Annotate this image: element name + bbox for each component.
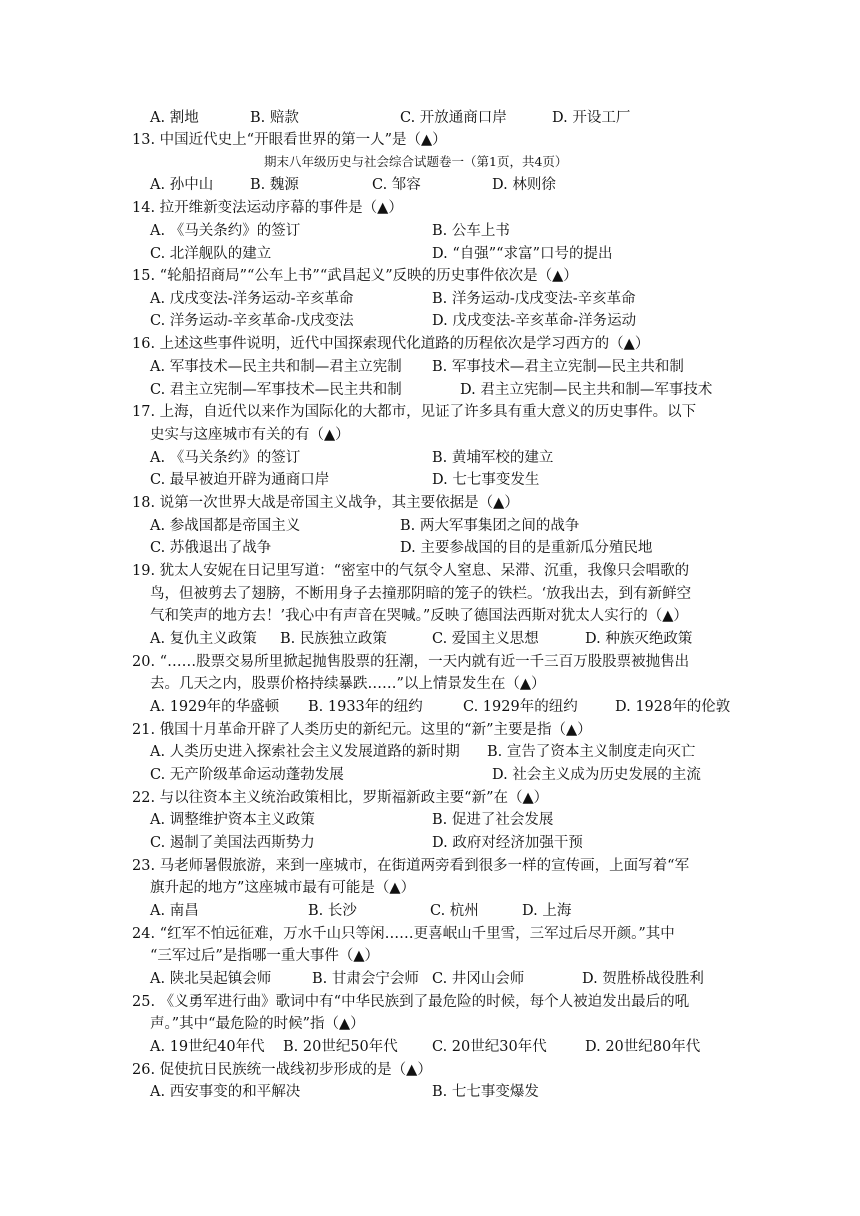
answer-option: B. 20世纪50年代 xyxy=(283,1039,398,1055)
question-text: 声。”其中“最危险的时候”指（▲） xyxy=(150,1016,365,1032)
answer-option: A. 19世纪40年代 xyxy=(150,1039,265,1055)
answer-option: D. 1928年的伦敦 xyxy=(615,699,731,715)
question-text: 22. 与以往资本主义统治政策相比，罗斯福新政主要“新”在（▲） xyxy=(132,790,549,806)
answer-option: C. 20世纪30年代 xyxy=(432,1039,547,1055)
answer-option: C. 无产阶级革命运动蓬勃发展 xyxy=(150,767,344,783)
answer-option: A. 《马关条约》的签订 xyxy=(150,223,301,239)
answer-option: D. 戊戌变法-辛亥革命-洋务运动 xyxy=(432,313,637,329)
answer-option: D. 种族灭绝政策 xyxy=(585,631,693,647)
question-text: 14. 拉开维新变法运动序幕的事件是（▲） xyxy=(132,200,403,216)
answer-option: A. 参战国都是帝国主义 xyxy=(150,518,301,534)
answer-option: C. 最早被迫开辟为通商口岸 xyxy=(150,472,330,488)
answer-option: C. 杭州 xyxy=(430,903,479,919)
question-text: 23. 马老师暑假旅游，来到一座城市，在街道两旁看到很多一样的宣传画，上面写着“军 xyxy=(132,858,690,874)
answer-option: B. 1933年的纽约 xyxy=(308,699,423,715)
question-text: 气和笑声的地方去！’我心中有声音在哭喊。”反映了德国法西斯对犹太人实行的（▲） xyxy=(150,608,688,624)
answer-option: D. 君主立宪制—民主共和制—军事技术 xyxy=(460,382,713,398)
answer-option: A. 调整维护资本主义政策 xyxy=(150,812,315,828)
answer-option: A. 孙中山 xyxy=(150,177,214,193)
answer-option: C. 君主立宪制—军事技术—民主共和制 xyxy=(150,382,402,398)
question-text: 13. 中国近代史上“开眼看世界的第一人”是（▲） xyxy=(132,132,447,148)
answer-option: C. 北洋舰队的建立 xyxy=(150,246,272,262)
answer-option: A. 戊戌变法-洋务运动-辛亥革命 xyxy=(150,291,354,307)
answer-option: A. 南昌 xyxy=(150,903,199,919)
answer-option: A. 复仇主义政策 xyxy=(150,631,257,647)
answer-option: B. 宣告了资本主义制度走向灭亡 xyxy=(487,744,696,760)
answer-option: D. 贺胜桥战役胜利 xyxy=(582,971,704,987)
answer-option: B. 七七事变爆发 xyxy=(432,1084,539,1100)
question-text: 19. 犹太人安妮在日记里写道：“密室中的气氛令人窒息、呆滞、沉重，我像只会唱歌的 xyxy=(132,563,690,579)
answer-option: C. 爱国主义思想 xyxy=(432,631,539,647)
answer-option: B. 两大军事集团之间的战争 xyxy=(400,518,580,534)
answer-option: C. 井冈山会师 xyxy=(432,971,525,987)
answer-option: D. 上海 xyxy=(522,903,572,919)
question-text: “三军过后”是指哪一重大事件（▲） xyxy=(150,948,379,964)
answer-option: B. 赔款 xyxy=(250,110,299,126)
answer-option: A. 《马关条约》的签订 xyxy=(150,450,301,466)
question-text: 21. 俄国十月革命开辟了人类历史的新纪元。这里的“新”主要是指（▲） xyxy=(132,722,592,738)
question-text: 24. “红军不怕远征难，万水千山只等闲……更喜岷山千里雪，三军过后尽开颜。”其中 xyxy=(132,926,675,942)
answer-option: D. 七七事变发生 xyxy=(432,472,540,488)
answer-option: D. 政府对经济加强干预 xyxy=(432,835,583,851)
answer-option: C. 苏俄退出了战争 xyxy=(150,540,272,556)
answer-option: B. 民族独立政策 xyxy=(280,631,387,647)
answer-option: C. 邹容 xyxy=(372,177,421,193)
answer-option: A. 人类历史进入探索社会主义发展道路的新时期 xyxy=(150,744,460,760)
answer-option: B. 黄埔军校的建立 xyxy=(432,450,554,466)
answer-option: B. 军事技术—君主立宪制—民主共和制 xyxy=(432,359,684,375)
question-text: 16. 上述这些事件说明，近代中国探索现代化道路的历程依次是学习西方的（▲） xyxy=(132,336,650,352)
question-text: 20. “……股票交易所里掀起抛售股票的狂潮，一天内就有近一千三百万股股票被抛售出 xyxy=(132,654,690,670)
question-text: 15. “轮船招商局”“公车上书”“武昌起义”反映的历史事件依次是（▲） xyxy=(132,268,578,284)
answer-option: A. 西安事变的和平解决 xyxy=(150,1084,301,1100)
answer-option: A. 1929年的华盛顿 xyxy=(150,699,280,715)
answer-option: D. “自强”“求富”口号的提出 xyxy=(432,246,613,262)
answer-option: C. 洋务运动-辛亥革命-戊戌变法 xyxy=(150,313,354,329)
answer-option: A. 割地 xyxy=(150,110,199,126)
question-text: 史实与这座城市有关的有（▲） xyxy=(150,427,350,443)
question-text: 18. 说第一次世界大战是帝国主义战争，其主要依据是（▲） xyxy=(132,495,519,511)
question-text: 旗升起的地方”这座城市最有可能是（▲） xyxy=(150,880,416,896)
answer-option: B. 魏源 xyxy=(250,177,299,193)
question-text: 鸟，但被剪去了翅膀，不断用身子去撞那阴暗的笼子的铁栏。‘放我出去，到有新鲜空 xyxy=(150,586,692,602)
answer-option: B. 促进了社会发展 xyxy=(432,812,554,828)
answer-option: A. 军事技术—民主共和制—君主立宪制 xyxy=(150,359,402,375)
answer-option: B. 甘肃会宁会师 xyxy=(312,971,419,987)
answer-option: B. 洋务运动-戊戌变法-辛亥革命 xyxy=(432,291,636,307)
question-text: 26. 促使抗日民族统一战线初步形成的是（▲） xyxy=(132,1062,432,1078)
question-text: 17. 上海，自近代以来作为国际化的大都市，见证了许多具有重大意义的历史事件。以下 xyxy=(132,404,697,420)
answer-option: B. 长沙 xyxy=(308,903,357,919)
answer-option: D. 主要参战国的目的是重新瓜分殖民地 xyxy=(400,540,653,556)
answer-option: C. 1929年的纽约 xyxy=(463,699,578,715)
question-text: 25. 《义勇军进行曲》歌词中有“中华民族到了最危险的时候，每个人被迫发出最后的吼 xyxy=(132,994,690,1010)
answer-option: B. 公车上书 xyxy=(432,223,510,239)
answer-option: C. 开放通商口岸 xyxy=(400,110,507,126)
question-text: 去。几天之内，股票价格持续暴跌……”以上情景发生在（▲） xyxy=(150,676,546,692)
answer-option: A. 陕北吴起镇会师 xyxy=(150,971,272,987)
page-header: 期末八年级历史与社会综合试题卷一（第1页，共4页） xyxy=(264,154,568,169)
answer-option: D. 20世纪80年代 xyxy=(585,1039,701,1055)
answer-option: D. 社会主义成为历史发展的主流 xyxy=(492,767,701,783)
answer-option: D. 林则徐 xyxy=(492,177,556,193)
answer-option: C. 遏制了美国法西斯势力 xyxy=(150,835,315,851)
answer-option: D. 开设工厂 xyxy=(552,110,631,126)
